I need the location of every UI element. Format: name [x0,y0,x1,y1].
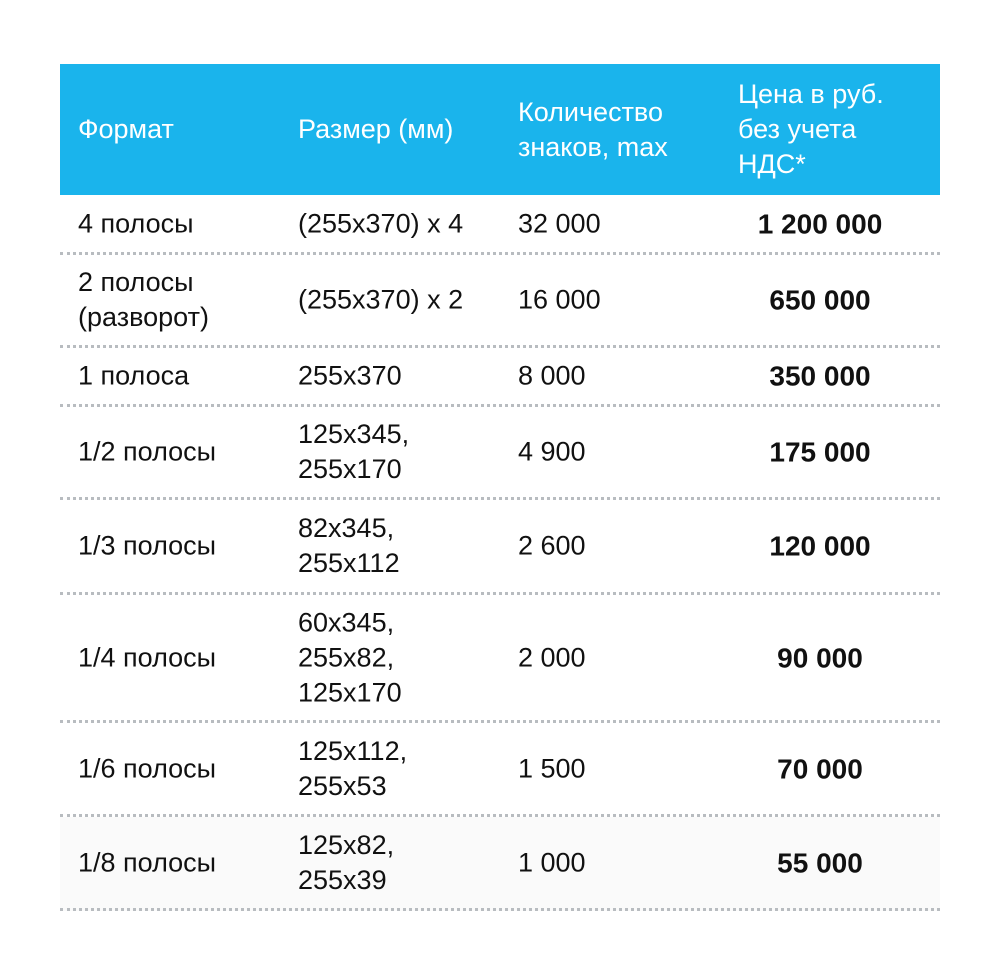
cell-format: 1/8 полосы [78,847,217,877]
table-row [60,255,940,348]
header-price: Цена в руб. без учета НДС* [738,79,884,179]
cell-chars: 8 000 [518,360,586,391]
cell-chars: 16 000 [518,284,601,315]
cell-chars: 32 000 [518,208,601,238]
table-row [60,817,940,911]
cell-price: 55 000 [777,847,863,878]
cell-size: 125x112, 255x53 [298,735,408,801]
cell-size: 255x370 [298,360,402,391]
cell-price: 90 000 [777,642,863,673]
cell-price: 650 000 [769,284,871,316]
cell-price: 350 000 [769,360,871,392]
header-format: Формат [78,114,174,144]
cell-format: 1 полоса [78,360,190,391]
cell-price: 120 000 [769,530,871,562]
header-chars: Количество знаков, max [518,97,668,162]
cell-chars: 2 600 [518,530,586,561]
cell-format: 1/2 полосы [78,436,217,467]
cell-price: 1 200 000 [757,208,883,239]
cell-size: (255x370) x 2 [298,284,464,315]
cell-chars: 4 900 [518,436,586,467]
cell-size: 82x345, 255x112 [298,513,400,578]
price-table [60,64,940,911]
cell-size: 60x345, 255x82, 125x170 [298,607,402,707]
cell-size: 125x82, 255x39 [298,829,395,895]
table-row [60,195,940,255]
header-size: Размер (мм) [298,114,454,144]
cell-format: 1/3 полосы [78,530,217,561]
cell-chars: 1 500 [518,753,586,783]
table-row [60,407,940,500]
cell-format: 4 полосы [78,208,194,238]
table-row [60,348,940,407]
cell-size: (255x370) x 4 [298,208,464,238]
cell-size: 125x345, 255x170 [298,419,410,484]
cell-format: 2 полосы (разворот) [78,267,209,332]
table-header [60,64,940,195]
cell-chars: 2 000 [518,642,586,672]
table-row [60,595,940,723]
cell-price: 70 000 [777,753,863,784]
cell-price: 175 000 [769,436,871,468]
table-row [60,500,940,595]
table-row [60,723,940,817]
cell-format: 1/4 полосы [78,642,217,672]
cell-chars: 1 000 [518,847,586,877]
cell-format: 1/6 полосы [78,753,217,783]
